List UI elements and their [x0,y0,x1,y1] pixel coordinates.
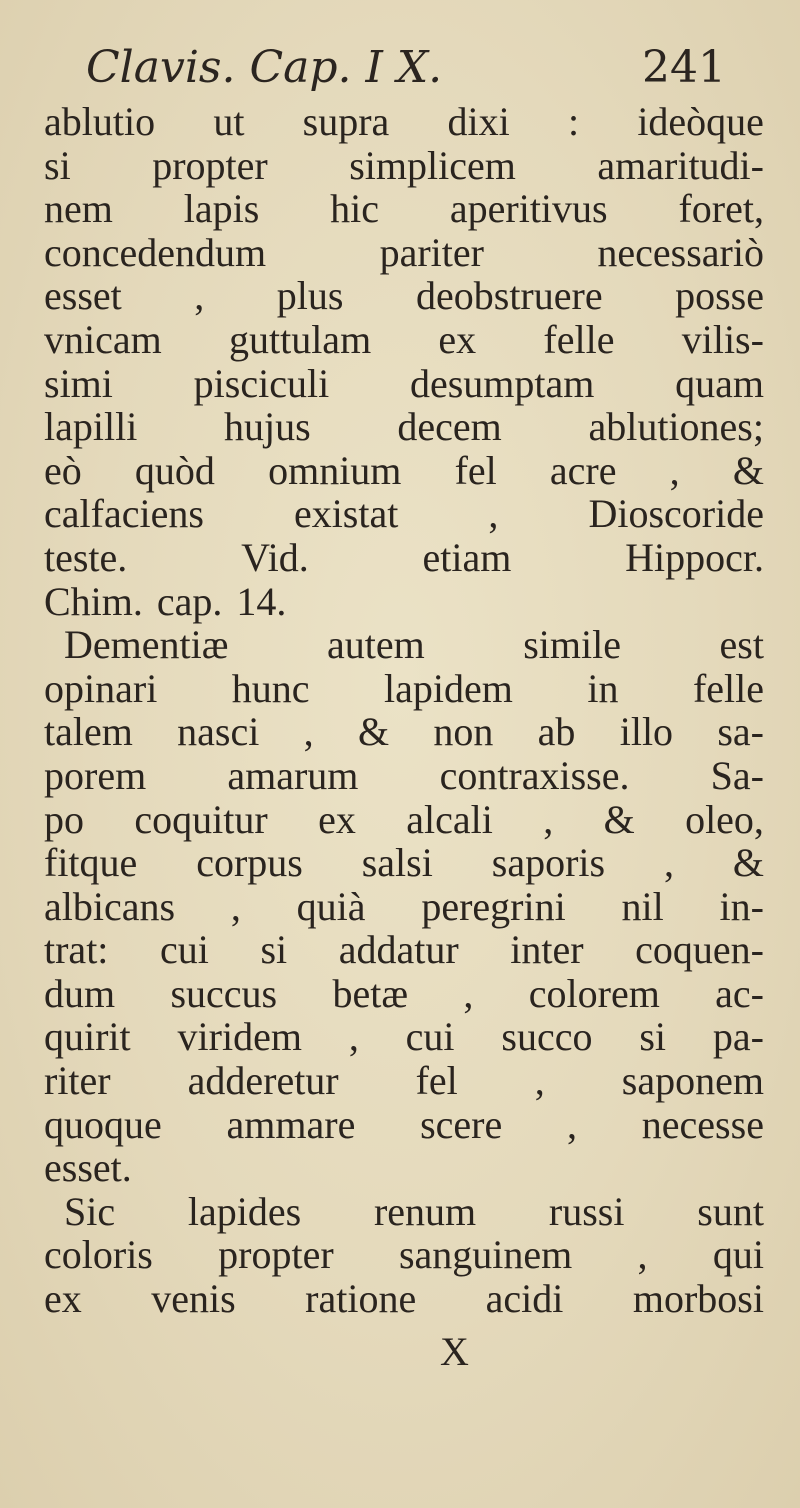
text-word: adderetur [187,1058,339,1104]
text-word: hunc [231,665,310,711]
text-word: ablutiones; [588,404,764,450]
text-word: non [433,709,494,755]
text-word: cap. [156,578,223,624]
text-word: , [567,1101,578,1147]
text-word: propter [152,142,268,188]
text-word: riter [44,1058,111,1104]
text-word: ex [318,796,356,842]
text-word: hic [330,186,380,232]
text-word: ratione [305,1276,417,1322]
text-word: sunt [697,1188,764,1234]
text-word: in- [719,883,764,929]
text-line [44,972,764,1016]
text-word: amarum [227,752,359,798]
text-word: quòd [134,447,215,493]
text-word: , [663,840,674,886]
text-word: etiam [422,534,512,580]
text-word: , [194,273,205,319]
text-word: , [303,709,314,755]
text-line [44,144,764,188]
text-word: ab [537,709,576,755]
text-word: trat: [44,927,109,973]
text-word: cui [160,927,209,973]
text-word: si [260,927,288,973]
text-word: est [719,622,764,668]
text-word: coquen- [635,927,764,973]
text-word: ut [213,99,245,144]
text-word: vnicam [44,316,162,362]
text-word: 14. [236,578,287,624]
text-word: acidi [485,1276,564,1322]
text-word: esset. [44,1145,132,1191]
text-word: qui [712,1232,764,1278]
text-line [44,710,764,754]
text-word: ex [438,316,477,362]
text-word: pariter [379,229,484,275]
text-word: lapis [183,186,260,232]
text-word: coquitur [134,796,268,842]
text-word: oleo, [685,796,764,842]
text-line [44,1146,764,1190]
text-line [44,362,764,406]
text-word: , [669,447,680,493]
text-word: addatur [338,927,459,973]
text-word: Sa- [710,752,764,798]
text-line [44,754,764,798]
text-word: ac- [715,970,764,1016]
text-word: quià [296,883,366,929]
text-line [44,885,764,929]
text-word: teste. [44,534,128,580]
text-word: si [639,1014,667,1060]
text-word: simile [523,622,621,668]
text-word: amaritudi- [597,142,764,188]
text-word: vilis- [681,316,764,362]
text-word: felle [543,316,615,362]
text-word: quam [675,360,764,406]
text-word: decem [397,404,502,450]
text-word: scere [420,1101,503,1147]
text-word: si [44,142,71,188]
text-word: saponem [621,1058,764,1104]
text-word: renum [373,1188,477,1234]
text-word: hujus [224,404,311,450]
text-line [44,1103,764,1147]
text-word: lapides [187,1188,302,1234]
text-word: lapilli [44,404,138,450]
text-word: & [603,796,635,842]
text-line [44,1015,764,1059]
text-word: , [230,883,241,929]
text-word: & [357,709,390,755]
text-word: felle [692,665,764,711]
text-word: fitque [44,840,138,886]
text-word: calfaciens [44,491,204,537]
text-word: colorem [528,970,660,1016]
text-word: illo [619,709,674,755]
text-line [44,405,764,449]
text-word: , [348,1014,359,1060]
text-line [44,274,764,318]
text-line [44,231,764,275]
text-word: ammare [226,1101,356,1147]
text-word: & [732,840,764,886]
text-word: saporis [491,840,606,886]
text-word: Hippocr. [625,534,764,580]
text-word: concedendum [44,229,267,275]
text-word: quoque [44,1101,162,1147]
text-line [44,623,764,667]
text-word: simi [44,360,113,406]
text-word: necesse [641,1101,764,1147]
text-word: plus [276,273,344,319]
text-word: coloris [44,1232,153,1278]
text-line [44,798,764,842]
text-line [44,318,764,362]
text-line [44,928,764,972]
text-word: in [587,665,619,711]
text-word: opinari [44,665,158,711]
text-word: esset [44,273,122,319]
text-word: lapidem [384,665,513,711]
text-word: talem [44,709,133,755]
text-word: simplicem [349,142,516,188]
text-line [44,667,764,711]
text-word: & [732,447,764,493]
text-word: cui [405,1014,455,1060]
text-word: alcali [406,796,493,842]
body-text [44,100,764,1321]
text-word: succus [170,970,278,1016]
text-word: corpus [196,840,303,886]
text-word: guttulam [228,316,372,362]
text-word: betæ [332,970,409,1016]
text-word: autem [326,622,425,668]
text-line [44,536,764,580]
page-number: 241 [642,42,726,93]
text-word: desumptam [409,360,595,406]
text-word: ideòque [637,99,764,144]
text-line [44,1190,764,1234]
text-word: morbosi [632,1276,764,1322]
text-word: russi [548,1188,625,1234]
text-word: nem [44,186,113,232]
text-word: : [567,99,580,144]
text-word: contraxisse. [439,752,630,798]
text-word: albicans [44,883,176,929]
text-word: po [44,796,84,842]
text-word: porem [44,752,147,798]
text-word: foret, [678,186,764,232]
text-word: , [543,796,554,842]
text-word: , [463,970,474,1016]
text-word: viridem [177,1014,302,1060]
signature-mark: X [440,1329,469,1374]
text-word: existat [293,491,399,537]
text-word: dixi [447,99,510,144]
text-word: Chim. [44,578,143,624]
text-word: omnium [268,447,402,493]
text-word: deobstruere [416,273,603,319]
text-line [44,1233,764,1277]
text-word: venis [151,1276,236,1322]
text-word: Vid. [241,534,309,580]
text-word: aperitivus [449,186,608,232]
text-line [44,1059,764,1103]
text-line [44,100,764,144]
text-word: ex [44,1276,82,1322]
text-word: Dioscoride [588,491,764,537]
text-word: Sic [64,1188,116,1234]
text-word: pa- [712,1014,764,1060]
running-head [86,40,776,96]
text-line [44,841,764,885]
text-word: fel [415,1058,458,1104]
text-word: nil [621,883,664,929]
text-word: supra [302,99,390,144]
text-word: propter [218,1232,334,1278]
text-line [44,492,764,536]
text-word: Dementiæ [64,622,229,668]
text-word: , [534,1058,545,1104]
running-head-title: Clavis. Cap. I X. [86,42,443,93]
text-line [44,580,764,624]
text-word: salsi [361,840,433,886]
text-word: posse [675,273,764,319]
text-line [44,1277,764,1321]
text-line [44,449,764,493]
text-word: peregrini [421,883,566,929]
text-word: necessariò [597,229,764,275]
text-word: sa- [717,709,764,755]
text-word: succo [501,1014,593,1060]
text-word: dum [44,970,116,1016]
text-word: inter [510,927,584,973]
text-line [44,187,764,231]
text-word: quirit [44,1014,131,1060]
text-word: acre [549,447,617,493]
text-word: fel [454,447,497,493]
text-word: sanguinem [398,1232,573,1278]
text-word: , [637,1232,648,1278]
text-word: ablutio [44,99,156,144]
text-word: nasci [177,709,260,755]
text-word: , [488,491,499,537]
text-word: pisciculi [193,360,330,406]
text-word: eò [44,447,82,493]
